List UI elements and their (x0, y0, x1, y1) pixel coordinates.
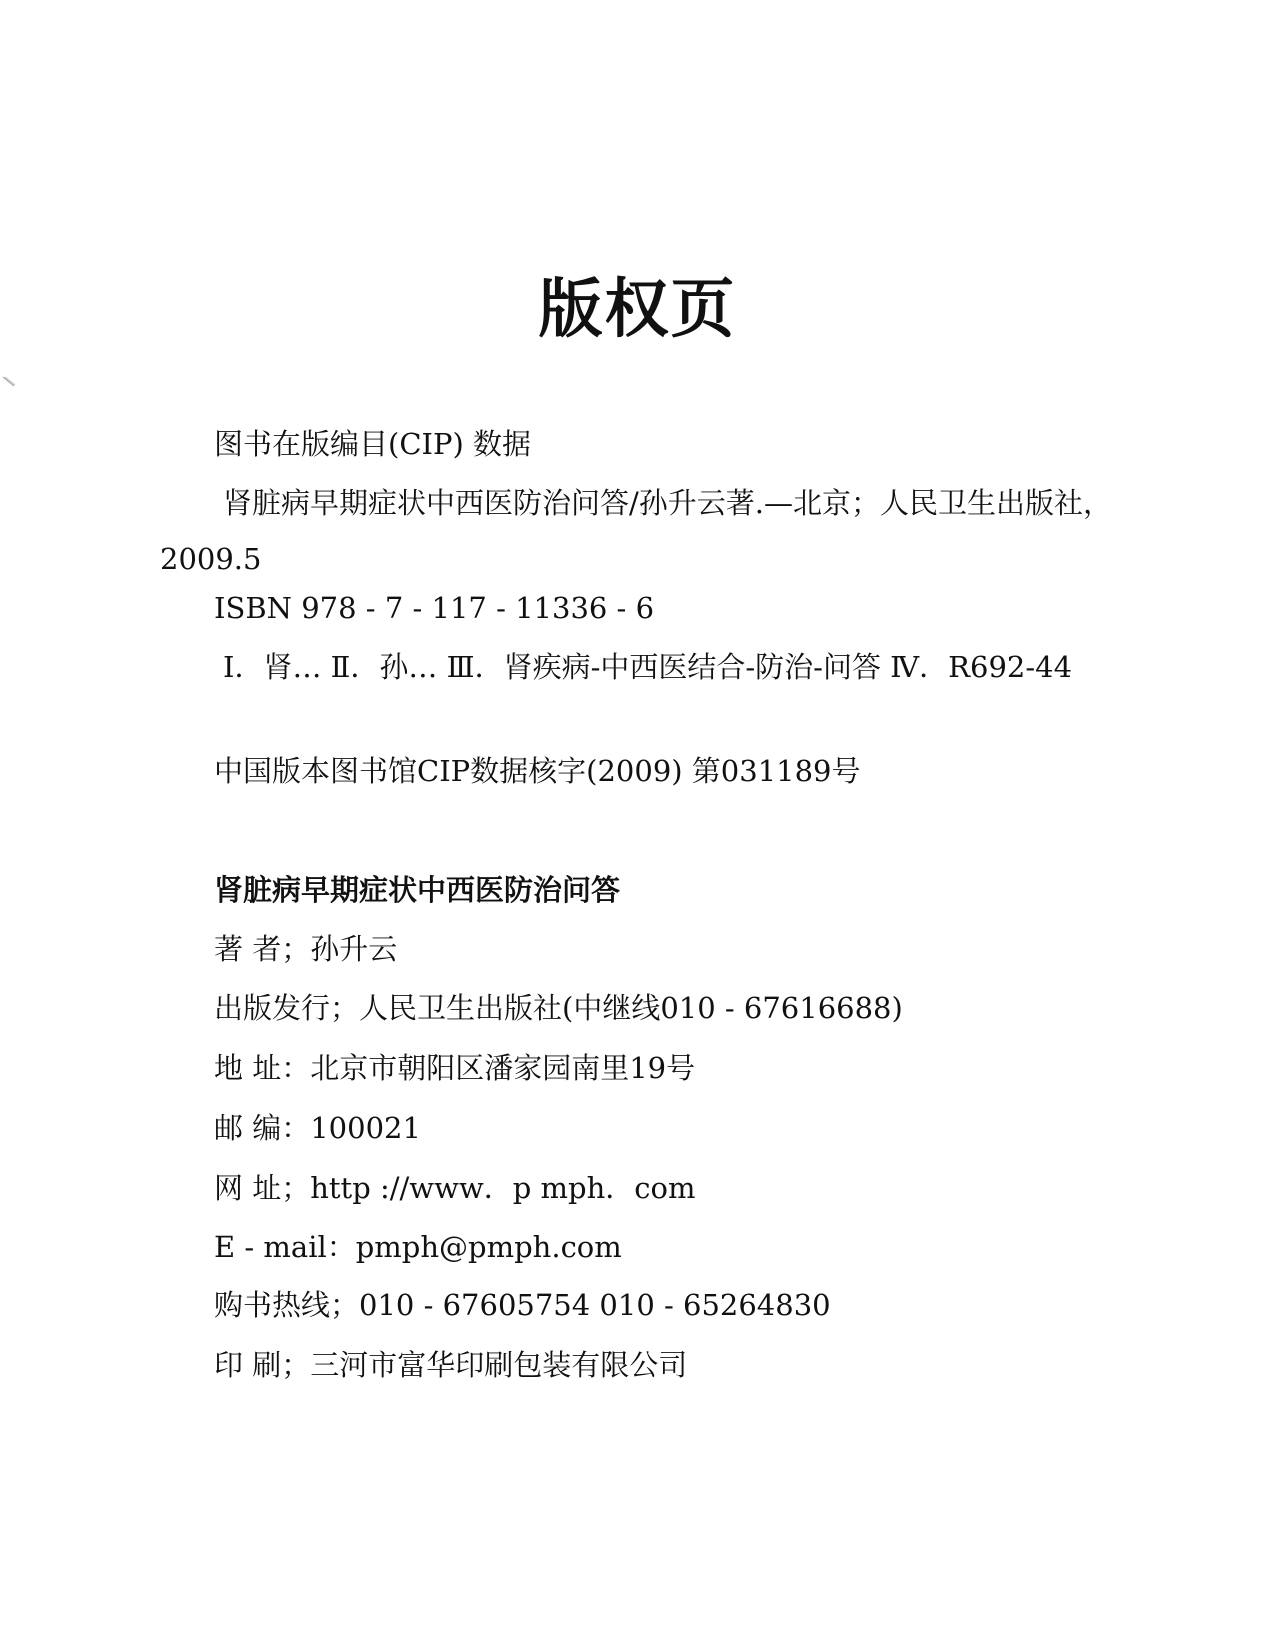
cip-classification: Ⅰ．肾… Ⅱ．孙… Ⅲ．肾疾病-中西医结合-防治-问答 Ⅳ．R692-44 (223, 650, 1073, 684)
cip-record-number: 中国版本图书馆CIP数据核字(2009) 第031189号 (214, 754, 861, 788)
book-postcode: 邮 编：100021 (214, 1111, 421, 1145)
book-website: 网 址；http ://www．p mph．com (214, 1171, 696, 1205)
cip-entry: 肾脏病早期症状中西医防治问答/孙升云著.—北京；人民卫生出版社，2009.5 (160, 486, 1112, 576)
cip-isbn: ISBN 978 - 7 - 117 - 11336 - 6 (214, 591, 655, 625)
book-author: 著 者；孙升云 (214, 932, 398, 966)
book-publisher: 出版发行；人民卫生出版社(中继线010 - 67616688) (214, 991, 903, 1025)
book-address: 地 址：北京市朝阳区潘家园南里19号 (214, 1051, 696, 1085)
book-hotline: 购书热线；010 - 67605754 010 - 65264830 (214, 1288, 831, 1322)
book-title: 肾脏病早期症状中西医防治问答 (214, 873, 621, 907)
cip-heading: 图书在版编目(CIP) 数据 (214, 427, 532, 461)
scan-artifact-mark (2, 376, 16, 388)
book-printer: 印 刷；三河市富华印刷包装有限公司 (214, 1348, 688, 1382)
book-email: E - mail：pmph@pmph.com (214, 1230, 622, 1264)
page-title: 版权页 (538, 273, 737, 347)
